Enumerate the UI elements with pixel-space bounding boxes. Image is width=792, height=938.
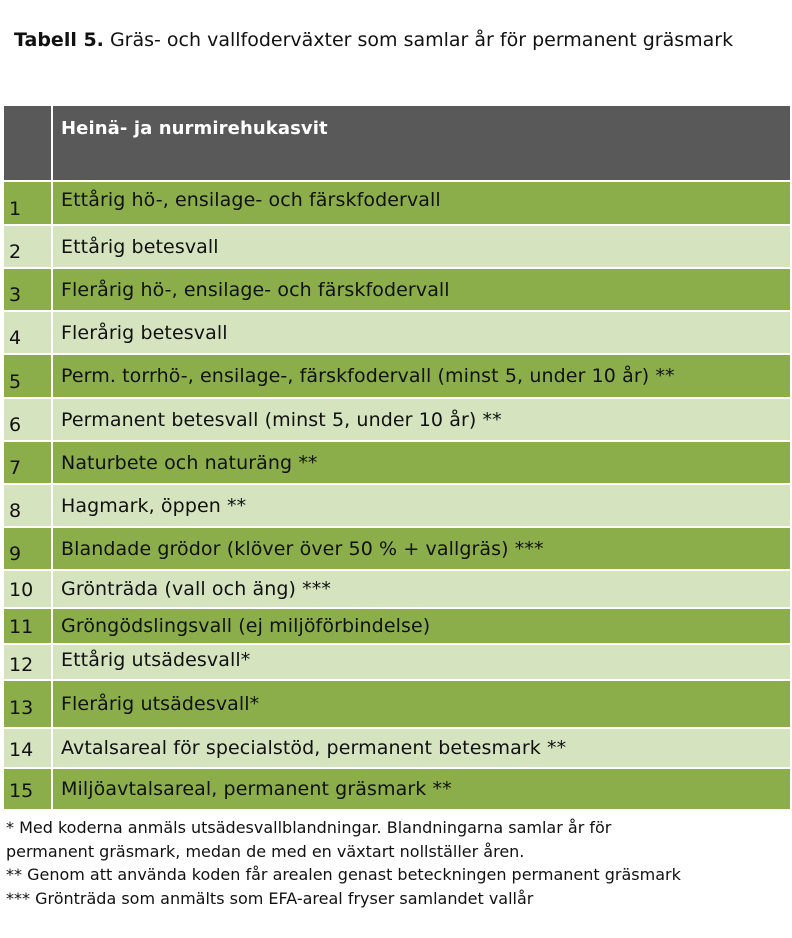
- table-row: [4, 312, 790, 355]
- row-num: 7: [4, 442, 53, 483]
- row-num: 1: [4, 182, 53, 224]
- row-name: Ettårig betesvall: [61, 235, 219, 258]
- row-num: 8: [4, 485, 53, 526]
- table-row: [4, 485, 790, 528]
- table-row: [4, 226, 790, 269]
- row-name: Naturbete och naturäng **: [61, 451, 318, 474]
- table-caption: [14, 25, 774, 55]
- row-name: Blandade grödor (klöver över 50 % + vallgräs) ***: [61, 537, 544, 560]
- row-num: 6: [4, 399, 53, 440]
- table-row: [4, 571, 790, 609]
- row-num: 10: [4, 571, 53, 607]
- row-name: Ettårig utsädesvall*: [61, 649, 251, 671]
- row-name: Miljöavtalsareal, permanent gräsmark **: [61, 778, 452, 800]
- row-num: 9: [4, 528, 53, 569]
- row-num: 11: [4, 609, 53, 643]
- table-row: [4, 681, 790, 729]
- table-row: [4, 645, 790, 681]
- table-row: [4, 609, 790, 645]
- footnote-line: ** Genom att använda koden får arealen genast beteckningen permanent gräsmark: [6, 865, 681, 884]
- footnotes: [6, 816, 786, 910]
- row-num: 12: [4, 645, 53, 679]
- row-name: Avtalsareal för specialstöd, permanent betesmark **: [61, 737, 567, 759]
- row-name: Permanent betesvall (minst 5, under 10 år) **: [61, 408, 502, 431]
- footnote-line: *** Grönträda som anmälts som EFA-areal fryser samlandet vallår: [6, 888, 534, 908]
- caption-label: Tabell 5.: [14, 29, 104, 51]
- row-name: Perm. torrhö-, ensilage-, färskfodervall (minst 5, under 10 år) **: [61, 365, 675, 387]
- table-row: [4, 528, 790, 571]
- row-num: 2: [4, 226, 53, 267]
- row-num: 15: [4, 769, 53, 809]
- table-header-row: [4, 106, 790, 182]
- table-row: [4, 442, 790, 485]
- table-row: [4, 269, 790, 312]
- table-row: [4, 729, 790, 769]
- row-name: Flerårig betesvall: [61, 321, 228, 344]
- header-name-cell: Heinä- ja nurmirehukasvit: [61, 118, 328, 139]
- row-name: Hagmark, öppen **: [61, 494, 247, 517]
- crop-code-table: [4, 106, 790, 811]
- table-row: [4, 182, 790, 226]
- table-row: [4, 355, 790, 399]
- row-num: 5: [4, 355, 53, 397]
- row-name: Flerårig utsädesvall*: [61, 693, 260, 715]
- row-name: Flerårig hö-, ensilage- och färskfodervall: [61, 278, 450, 301]
- caption-text: Gräs- och vallfoderväxter som samlar år för permanent gräsmark: [103, 29, 734, 51]
- row-num: 3: [4, 269, 53, 310]
- footnote-line: permanent gräsmark, medan de med en växtart nollställer åren.: [6, 841, 525, 861]
- row-name: Grönträda (vall och äng) ***: [61, 578, 331, 600]
- row-name: Gröngödslingsvall (ej miljöförbindelse): [61, 615, 431, 637]
- table-row: [4, 769, 790, 811]
- table-row: [4, 399, 790, 442]
- row-num: 14: [4, 729, 53, 767]
- row-num: 4: [4, 312, 53, 353]
- row-num: 13: [4, 681, 53, 727]
- footnote-line: * Med koderna anmäls utsädesvallblandningar. Blandningarna samlar år för: [6, 818, 612, 837]
- row-name: Ettårig hö-, ensilage- och färskfodervall: [61, 189, 441, 211]
- header-num-cell: [4, 106, 53, 180]
